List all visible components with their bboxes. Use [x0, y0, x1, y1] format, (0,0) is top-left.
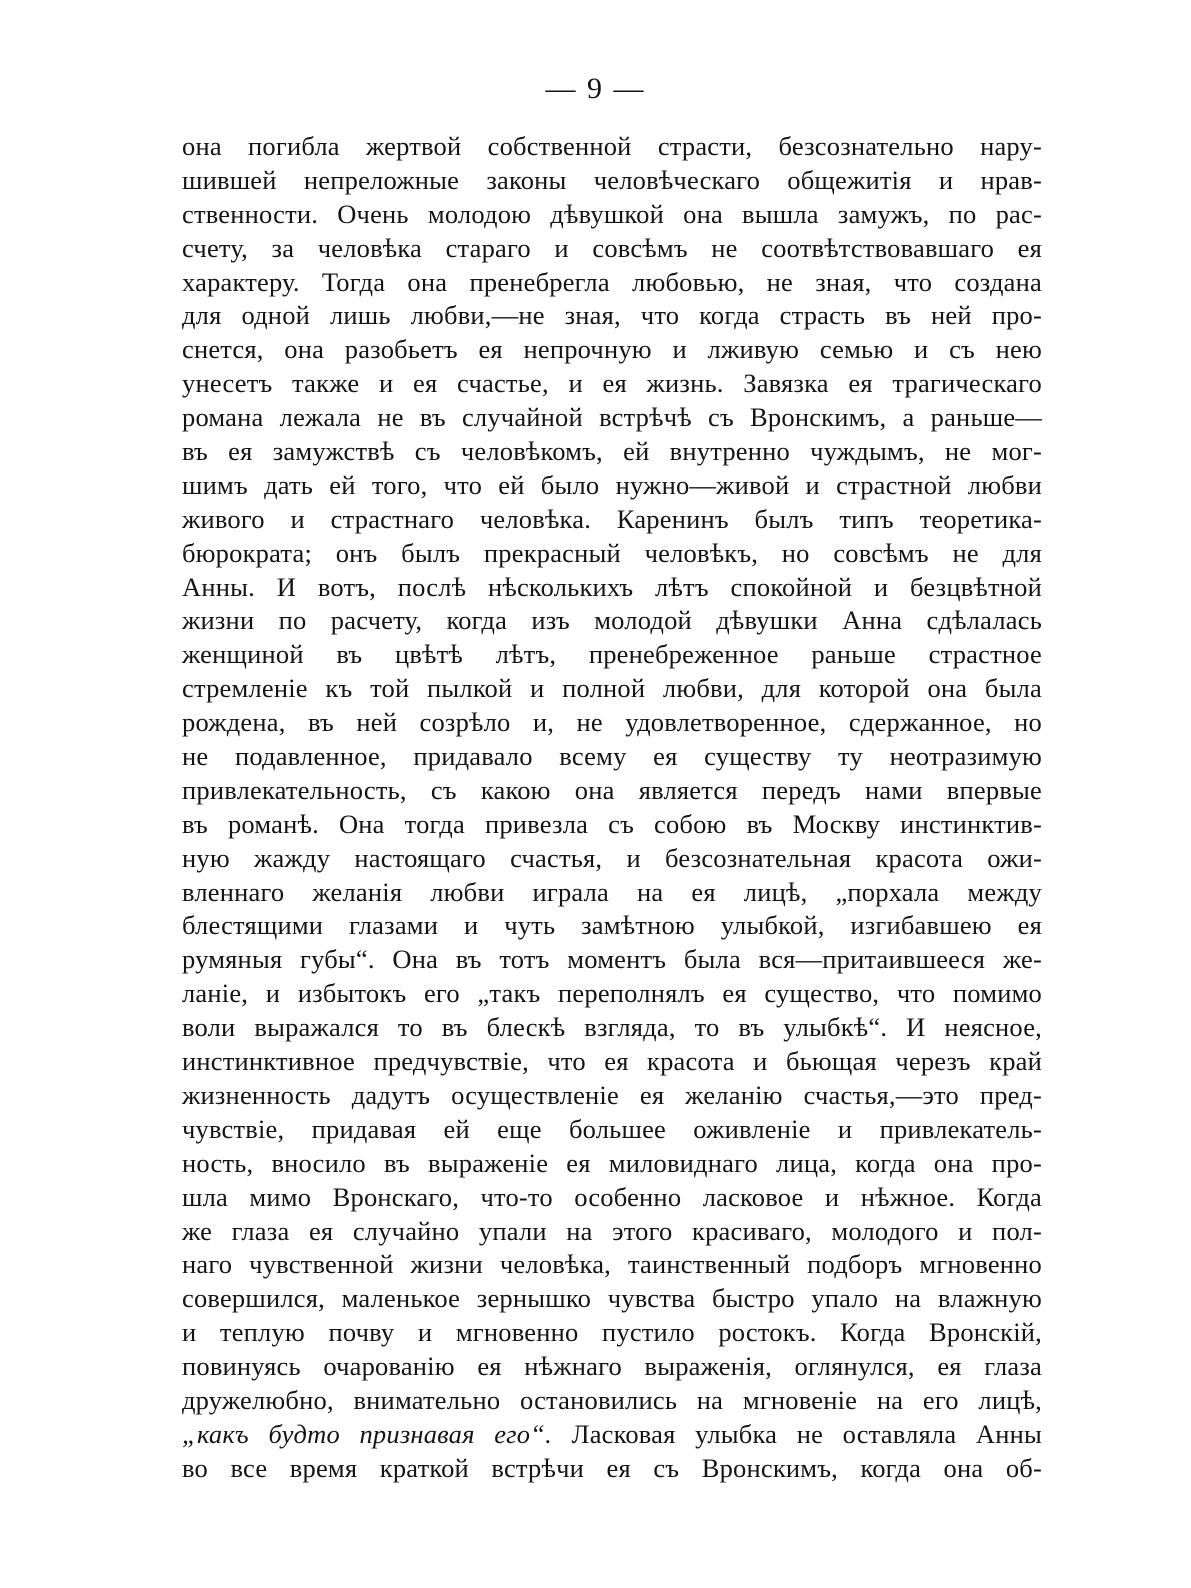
text-line: въ ея замужствѣ съ человѣкомъ, ей внутренно чуждымъ, не мог- — [182, 436, 1042, 467]
text-line: румяныя губы“. Она въ тотъ моментъ была вся—притаившееся же- — [182, 944, 1042, 975]
page-number: — 9 — — [545, 72, 646, 105]
body-text — [182, 130, 1042, 1486]
text-line: она погибла жертвой собственной страсти, безсознательно нару- — [182, 131, 1042, 161]
text-line: вленнаго желанія любви играла на ея лицѣ, „порхала между — [182, 876, 1042, 907]
line-continuation: Ласковая улыбка не оставляла Анны — [551, 1418, 1042, 1449]
text-line: бюрократа; онъ былъ прекрасный человѣкъ, но совсѣмъ не для — [182, 537, 1042, 568]
text-line: шимъ дать ей того, что ей было нужно—живой и страстной любви — [182, 469, 1042, 500]
italic-quote: „какъ будто признавая его“. — [182, 1418, 552, 1449]
text-line: же глаза ея случайно упали на этого красиваго, молодого и пол- — [182, 1215, 1042, 1246]
text-line: унесетъ также и ея счастье, и ея жизнь. Завязка ея трагическаго — [182, 368, 1042, 399]
text-line: дружелюбно, внимательно остановились на мгновеніе на его лицѣ, — [182, 1384, 1042, 1415]
text-line: счету, за человѣка стараго и совсѣмъ не соотвѣтствовавшаго ея — [182, 232, 1042, 263]
text-line: живого и страстнаго человѣка. Каренинъ былъ типъ теоретика- — [182, 503, 1042, 534]
text-line: характеру. Тогда она пренебрегла любовью, не зная, что создана — [182, 266, 1042, 297]
text-line: ность, вносило въ выраженіе ея миловиднаго лица, когда она про- — [182, 1147, 1042, 1178]
text-line: снется, она разобьетъ ея непрочную и лживую семью и съ нею — [182, 334, 1042, 365]
text-line: для одной лишь любви,—не зная, что когда страсть въ ней про- — [182, 300, 1042, 331]
text-line: стремленіе къ той пылкой и полной любви, для которой она была — [182, 673, 1042, 704]
text-line: шившей непреложные законы человѣческаго общежитія и нрав- — [182, 164, 1042, 195]
text-line: привлекательность, съ какою она является передъ нами впервые — [182, 774, 1042, 805]
text-line: шла мимо Вронскаго, что-то особенно ласковое и нѣжное. Когда — [182, 1181, 1042, 1212]
text-line: чувствіе, придавая ей еще большее оживленіе и привлекатель- — [182, 1113, 1042, 1144]
text-line: Анны. И вотъ, послѣ нѣсколькихъ лѣтъ спокойной и безцвѣтной — [182, 571, 1042, 602]
text-line: въ романѣ. Она тогда привезла съ собою въ Москву инстинктив- — [182, 808, 1042, 839]
text-line: ланіе, и избытокъ его „такъ переполнялъ ея существо, что помимо — [182, 978, 1042, 1009]
text-line: жизненность дадутъ осуществленіе ея желанію счастья,—это пред- — [182, 1079, 1042, 1110]
text-line: блестящими глазами и чуть замѣтною улыбкой, изгибавшею ея — [182, 910, 1042, 941]
text-line: женщиной въ цвѣтѣ лѣтъ, пренебреженное раньше страстное — [182, 639, 1042, 670]
text-line-with-italic-quote — [182, 1418, 1042, 1452]
text-line: рождена, въ ней созрѣло и, не удовлетворенное, сдержанное, но — [182, 707, 1042, 738]
text-line: воли выражался то въ блескѣ взгляда, то въ улыбкѣ“. И неясное, — [182, 1012, 1042, 1043]
text-line: и теплую почву и мгновенно пустило ростокъ. Когда Вронскій, — [182, 1317, 1042, 1348]
text-line: не подавленное, придавало всему ея существу ту неотразимую — [182, 741, 1042, 772]
text-line: жизни по расчету, когда изъ молодой дѣвушки Анна сдѣлалась — [182, 605, 1042, 636]
text-line: ную жажду настоящаго счастья, и безсознательная красота ожи- — [182, 842, 1042, 873]
text-line: романа лежала не въ случайной встрѣчѣ съ Вронскимъ, а раньше— — [182, 402, 1042, 433]
text-line: наго чувственной жизни человѣка, таинственный подборъ мгновенно — [182, 1249, 1042, 1280]
text-line-final: во все время краткой встрѣчи ея съ Вронскимъ, когда она об- — [182, 1452, 1042, 1483]
text-line: инстинктивное предчувствіе, что ея красота и бьющая черезъ край — [182, 1046, 1042, 1077]
text-line: ственности. Очень молодою дѣвушкой она вышла замужъ, по рас- — [182, 198, 1042, 229]
text-line: повинуясь очарованію ея нѣжнаго выраженія, оглянулся, ея глаза — [182, 1351, 1042, 1382]
text-line: совершился, маленькое зернышко чувства быстро упало на влажную — [182, 1283, 1042, 1314]
